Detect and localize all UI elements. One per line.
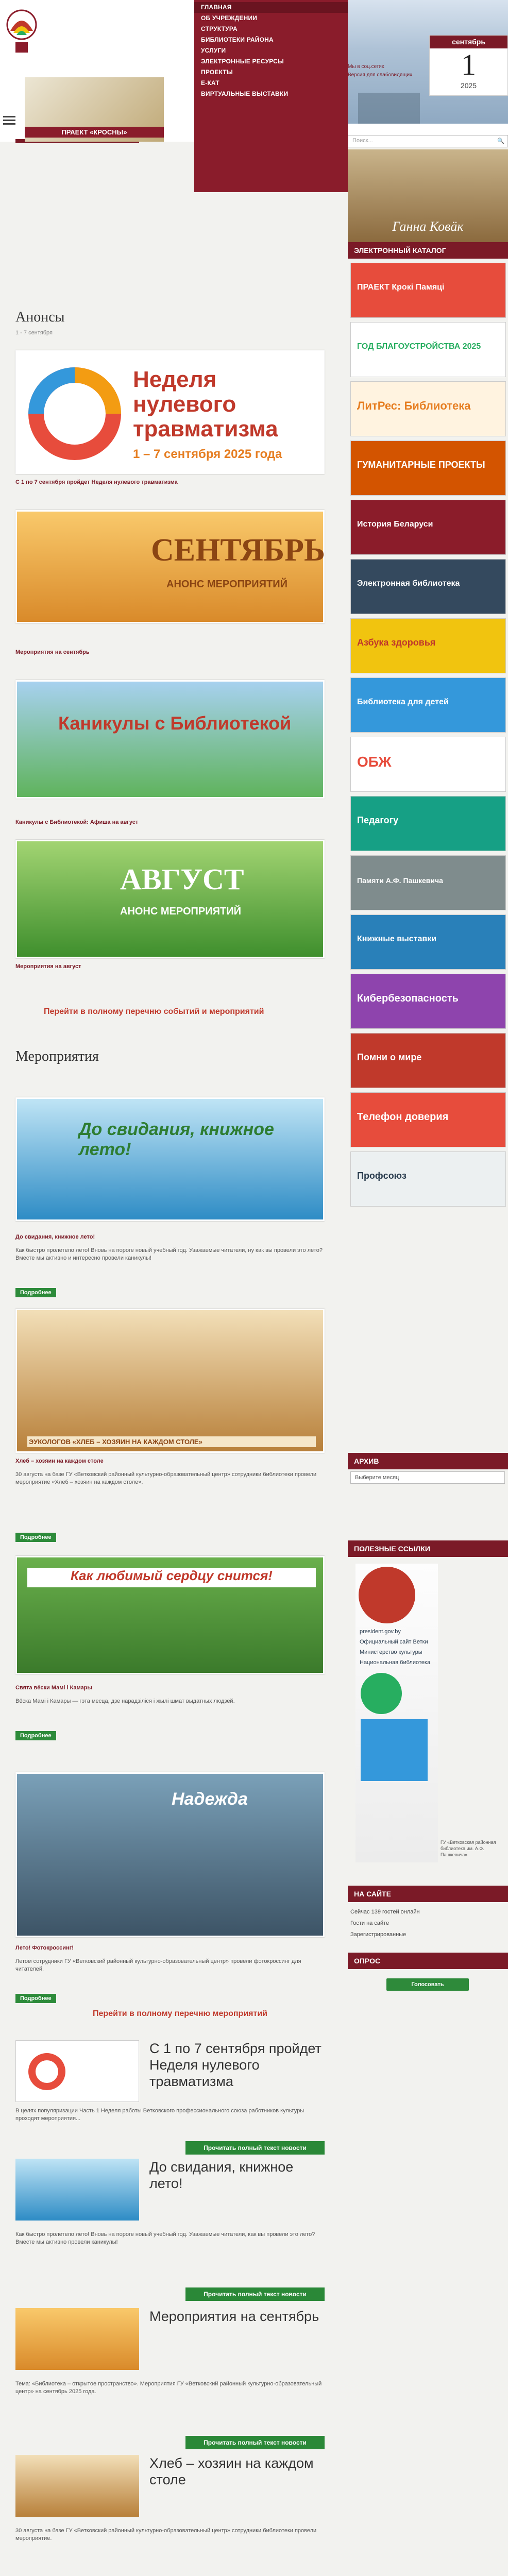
header-links: [348, 63, 425, 79]
event-photo-summer-goodbye[interactable]: [15, 1097, 325, 1221]
registered-count: Зарегистрированные: [350, 1931, 407, 1938]
accessibility-link[interactable]: Версия для слабовидящих: [348, 72, 413, 78]
events-title: Мероприятия: [15, 1048, 99, 1064]
search-input[interactable]: [348, 135, 508, 147]
menu-item-eresources[interactable]: ЭЛЕКТРОННЫЕ РЕСУРСЫ: [201, 58, 284, 65]
date-year: 2025: [460, 81, 477, 90]
news-thumb[interactable]: [15, 2455, 139, 2517]
news-text: 30 августа на базе ГУ «Ветковский районный культурно-образовательный центр» сотрудники библиотеки провели мероприятие.: [15, 2528, 317, 2541]
summer-holidays-title: Каникулы с Библиотекой: [58, 713, 292, 734]
photocross-more[interactable]: Подробнее: [15, 1994, 56, 2003]
online-now: Сейчас 139 гостей онлайн: [350, 1909, 420, 1915]
news-item: [15, 2040, 325, 2159]
event-photo-bread[interactable]: [15, 1309, 325, 1453]
banner-profsoyuz[interactable]: Профсоюз: [350, 1151, 506, 1207]
date-day: 1: [461, 48, 476, 81]
archive-select[interactable]: Выберите месяц: [350, 1471, 505, 1484]
photocross-banner-text: Надежда: [172, 1789, 248, 1809]
social-link[interactable]: Мы в соц.сетях: [348, 64, 384, 70]
announcements-title: Анонсы: [15, 309, 65, 325]
zero-injury-caption[interactable]: С 1 по 7 сентября пройдет Неделя нулевого травматизма: [15, 479, 178, 485]
banner-litres[interactable]: ЛитРес: Библиотека: [350, 381, 506, 436]
august-caption[interactable]: Мероприятия на август: [15, 963, 81, 970]
search-icon[interactable]: 🔍: [497, 138, 504, 144]
zero-injury-line3: травматизма: [133, 416, 278, 442]
banner-trust-phone[interactable]: Телефон доверия: [350, 1092, 506, 1147]
news-title[interactable]: Хлеб – хозяин на каждом столе: [149, 2455, 314, 2487]
village-banner-text: Как любимый сердцу снится!: [27, 1568, 316, 1587]
banner-zero-injury[interactable]: [15, 350, 325, 474]
menu-item-structure[interactable]: СТРУКТУРА: [201, 25, 238, 32]
event-photo-village[interactable]: [15, 1556, 325, 1674]
banner-cybersecurity[interactable]: Кибербезопасность: [350, 974, 506, 1029]
banner-god-blagoustroistva[interactable]: ГОД БЛАГОУСТРОЙСТВА 2025: [350, 322, 506, 377]
august-title: АВГУСТ: [120, 862, 244, 896]
banner-azbuka-zdorovya[interactable]: Азбука здоровья: [350, 618, 506, 673]
poll-title: ОПРОС: [348, 1953, 508, 1969]
banner-september[interactable]: [15, 510, 325, 623]
banner-pomni-o-mire[interactable]: Помни о мире: [350, 1033, 506, 1088]
emblem-green-icon[interactable]: [361, 1673, 402, 1714]
news-item: [15, 2308, 325, 2455]
guests-count: Гости на сайте: [350, 1920, 390, 1926]
footer-logo-text: ГУ «Ветковская районная библиотека им. А.Ф. Пашкевича»: [441, 1840, 496, 1857]
menu-item-home[interactable]: ГЛАВНАЯ: [194, 2, 348, 13]
photocross-text: Летом сотрудники ГУ «Ветковский районный культурно-образовательный центр» провели фотокроссинг для читателей.: [15, 1958, 301, 1972]
village-more[interactable]: Подробнее: [15, 1731, 56, 1740]
news-thumb[interactable]: [15, 2308, 139, 2370]
banner-history[interactable]: История Беларуси: [350, 500, 506, 555]
banner-pedagogu[interactable]: Педагогу: [350, 796, 506, 851]
news-text: В целях популяризации Часть 1 Неделя работы Ветковского профессионального союза работников культуры проходят мероприятия...: [15, 2108, 304, 2122]
news-title[interactable]: До свидания, книжное лето!: [149, 2159, 294, 2191]
news-item: [15, 2159, 325, 2308]
news-readmore[interactable]: Прочитать полный текст новости: [185, 2436, 325, 2449]
news-thumb[interactable]: [15, 2159, 139, 2221]
zero-injury-dates: 1 – 7 сентября 2025 года: [133, 447, 282, 461]
project-krosny-banner[interactable]: [25, 77, 164, 142]
online-counter: [350, 1906, 505, 1940]
all-events-link-2[interactable]: Перейти в полному перечню мероприятий: [93, 2009, 267, 2018]
summer-goodbye-text: Как быстро пролетело лето! Вновь на пороге новый учебный год. Уважаемые читатели, ну как вы провели это лето? Вместе мы активно и интересно провели каникулы!: [15, 1247, 323, 1261]
zero-injury-line2: нулевого: [133, 392, 236, 417]
all-events-link[interactable]: Перейти в полному перечню событий и мероприятий: [44, 1007, 264, 1016]
event-photo-photocross[interactable]: [15, 1772, 325, 1937]
news-title[interactable]: С 1 по 7 сентября пройдет Неделя нулевого травматизма: [149, 2041, 321, 2089]
banner-humanitarian[interactable]: ГУМАНИТАРНЫЕ ПРОЕКТЫ: [350, 440, 506, 496]
zero-injury-line1: Неделя: [133, 367, 217, 392]
useful-link[interactable]: Официальный сайт Ветки: [360, 1639, 428, 1645]
photocross-caption[interactable]: Лето! Фотокроссинг!: [15, 1945, 74, 1951]
banner-pashkevich[interactable]: Памяти А.Ф. Пашкевича: [350, 855, 506, 910]
emblem-star-icon[interactable]: [359, 1567, 415, 1623]
search-placeholder: Поиск...: [352, 138, 373, 144]
coat-of-arms-icon[interactable]: [361, 1719, 428, 1781]
banner-august[interactable]: [15, 840, 325, 958]
bread-more[interactable]: Подробнее: [15, 1533, 56, 1542]
news-readmore[interactable]: Прочитать полный текст новости: [185, 2141, 325, 2155]
banner-obzh[interactable]: ОБЖ: [350, 737, 506, 792]
village-caption[interactable]: Свята вёски Мамі і Камары: [15, 1685, 92, 1691]
news-title[interactable]: Мероприятия на сентябрь: [149, 2309, 319, 2324]
menu-item-services[interactable]: УСЛУГИ: [201, 47, 226, 54]
portrait-banner-name: Ганна Ковäк: [392, 219, 464, 234]
count-title: НА САЙТЕ: [348, 1886, 508, 1902]
menu-item-about[interactable]: ОБ УЧРЕЖДЕНИИ: [201, 14, 258, 22]
summer-goodbye-banner-text: До свидания, книжное лето!: [79, 1120, 274, 1159]
menu-item-ecatalog[interactable]: Е-КАТ: [201, 79, 219, 87]
useful-links-title: ПОЛЕЗНЫЕ ССЫЛКИ: [348, 1540, 508, 1557]
library-logo[interactable]: [6, 5, 37, 59]
sidebar-portrait-banner[interactable]: [348, 149, 508, 242]
village-text: Вёска Мамі і Камары — гэта месца, дзе нарадзіліся і жылі шмат выдатных людзей.: [15, 1698, 235, 1704]
hamburger-icon[interactable]: [3, 116, 15, 124]
summer-goodbye-more[interactable]: Подробнее: [15, 1288, 56, 1297]
poll-button[interactable]: Голосовать: [386, 1978, 469, 1991]
date-month: сентябрь: [430, 36, 507, 48]
bread-banner-text: ЭУКОЛОГОВ «ХЛЕБ – ХОЗЯИН НА КАЖДОМ СТОЛЕ»: [27, 1436, 316, 1447]
september-title: СЕНТЯБРЬ: [151, 533, 325, 568]
sidebar-banners: [350, 263, 506, 1211]
news-item: [15, 2455, 325, 2576]
menu-item-exhibitions[interactable]: ВИРТУАЛЬНЫЕ ВЫСТАВКИ: [201, 90, 289, 97]
august-subtitle: АНОНС МЕРОПРИЯТИЙ: [120, 906, 241, 917]
main-menu: [194, 0, 348, 192]
news-thumb[interactable]: [15, 2040, 139, 2102]
useful-links-list: [355, 1564, 438, 1862]
summer-holidays-caption[interactable]: Каникулы с Библиотекой: Афиша на август: [15, 819, 139, 825]
bread-caption[interactable]: Хлеб – хозяин на каждом столе: [15, 1458, 104, 1464]
catalog-title[interactable]: ЭЛЕКТРОННЫЙ КАТАЛОГ: [348, 242, 508, 259]
bread-text: 30 августа на базе ГУ «Ветковский районный культурно-образовательный центр» сотрудники библиотеки провели мероприятие «Хлеб – хозяин на каждом столе».: [15, 1471, 317, 1485]
september-caption[interactable]: Мероприятия на сентябрь: [15, 649, 90, 655]
project-krosny-label: ПРАЕКТ «КРОСНЫ»: [25, 127, 164, 138]
summer-goodbye-caption[interactable]: До свидания, книжное лето!: [15, 1234, 95, 1240]
news-text: Как быстро пролетело лето! Вновь на пороге новый учебный год. Уважаемые читатели, как вы провели это лето? Вместе мы активно провели каникулы!: [15, 2231, 315, 2245]
useful-link[interactable]: Национальная библиотека: [360, 1659, 431, 1666]
news-text: Тема: «Библиотека – открытое пространство». Мероприятия ГУ «Ветковский районный культурно-образовательный центр» на сентябрь 2025 года.: [15, 2381, 322, 2395]
menu-item-libraries[interactable]: БИБЛИОТЕКИ РАЙОНА: [201, 36, 274, 43]
injury-circle-icon: [23, 362, 126, 465]
news-readmore[interactable]: Прочитать полный текст новости: [185, 2287, 325, 2301]
september-subtitle: АНОНС МЕРОПРИЯТИЙ: [166, 579, 287, 590]
news-list: [15, 2040, 325, 2576]
banner-children-library[interactable]: Библиотека для детей: [350, 677, 506, 733]
arhiv-title: АРХИВ: [348, 1453, 508, 1469]
menu-item-projects[interactable]: ПРОЕКТЫ: [201, 69, 233, 76]
banner-book-exhibitions[interactable]: Книжные выставки: [350, 914, 506, 970]
date-widget: [429, 35, 508, 96]
useful-link[interactable]: president.gov.by: [360, 1629, 401, 1635]
announcement-meta: 1 - 7 сентября: [15, 330, 53, 336]
banner-summer-holidays[interactable]: [15, 680, 325, 799]
banner-kroki-pamyaci[interactable]: ПРАЕКТ Крокі Памяці: [350, 263, 506, 318]
banner-e-library[interactable]: Электронная библиотека: [350, 559, 506, 614]
useful-link[interactable]: Министерство культуры: [360, 1649, 422, 1655]
